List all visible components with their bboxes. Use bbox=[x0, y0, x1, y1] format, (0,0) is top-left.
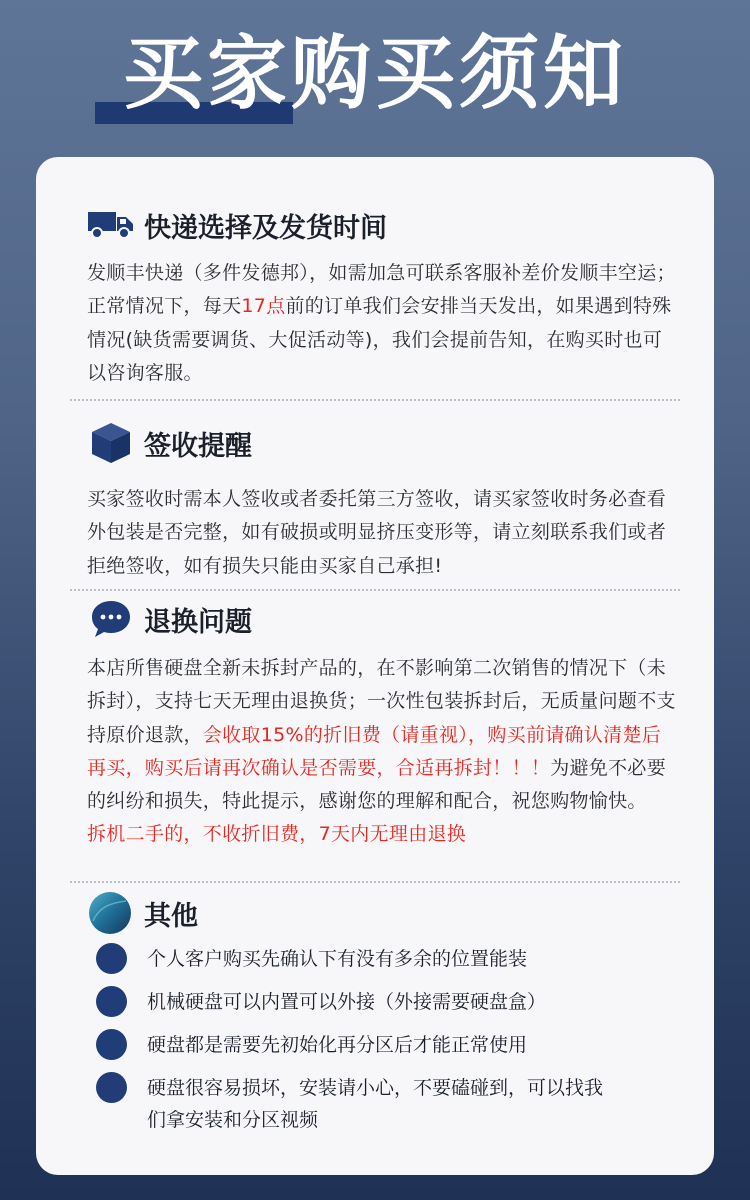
bullet-dot bbox=[96, 986, 127, 1017]
shipping-text-part2: 前的订单我们会安排当天发出，如果遇到特殊情况(缺货需要调货、大促活动等)，我们会提前告知，在购买时也可以咨询客服。 bbox=[87, 295, 672, 385]
returns-text-part1: 本店所售硬盘全新未拆封产品的，在不影响第二次销售的情况下（未拆封），支持七天无理由退换货；一次性包装拆封后，无质量问题不支持原价退款， bbox=[87, 657, 676, 746]
returns-red-warning: 会收取15%的折旧费（请重视），购买前请确认清楚后再买，购买后请再次确认是否需要，合适再拆封！！！ bbox=[87, 723, 662, 779]
receipt-paragraph: 买家签收时需本人签收或者委托第三方签收，请买家签收时务必查看外包装是否完整，如有破损或明显挤压变形等，请立刻联系我们或者拒绝签收，如有损失只能由买家自己承担! bbox=[87, 488, 667, 577]
chat-bubble-icon bbox=[88, 599, 134, 639]
shipping-section-header bbox=[88, 205, 387, 245]
box-icon bbox=[88, 423, 134, 463]
receipt-heading: 签收提醒 bbox=[144, 430, 252, 462]
sphere-icon bbox=[86, 891, 134, 935]
shipping-paragraph bbox=[87, 257, 679, 391]
divider bbox=[70, 589, 680, 591]
other-list bbox=[96, 943, 676, 1147]
divider bbox=[70, 399, 680, 401]
bullet-dot bbox=[96, 1029, 127, 1060]
returns-section-header bbox=[88, 599, 252, 639]
returns-paragraph bbox=[87, 652, 679, 852]
list-item-text: 个人客户购买先确认下有没有多余的位置能装 bbox=[147, 948, 528, 970]
divider bbox=[70, 881, 680, 883]
shipping-heading: 快递选择及发货时间 bbox=[144, 212, 387, 244]
truck-icon bbox=[88, 205, 134, 245]
returns-secondhand-note: 拆机二手的，不收折旧费，7天内无理由退换 bbox=[87, 823, 467, 846]
shipping-highlight: 17点 bbox=[241, 295, 286, 318]
shipping-text-part1: 发顺丰快递（多件发德邦），如需加急可联系客服补差价发顺丰空运；正常情况下，每天 bbox=[87, 262, 676, 318]
notice-card bbox=[36, 157, 714, 1175]
receipt-section-header bbox=[88, 423, 252, 463]
other-section-header bbox=[86, 891, 198, 935]
returns-text-part2: 为避免不必要的纠纷和损失，特此提示，感谢您的理解和配合，祝您购物愉快。 bbox=[87, 756, 667, 813]
list-item bbox=[96, 986, 676, 1018]
returns-heading: 退换问题 bbox=[144, 606, 252, 638]
title-area bbox=[0, 20, 750, 130]
list-item-text: 硬盘都是需要先初始化再分区后才能正常使用 bbox=[147, 1034, 528, 1056]
list-item bbox=[96, 943, 676, 975]
bullet-dot bbox=[96, 1072, 127, 1103]
list-item bbox=[96, 1029, 676, 1061]
page-title: 买家购买须知 bbox=[123, 27, 627, 120]
list-item bbox=[96, 1072, 676, 1136]
list-item-text: 硬盘很容易损坏，安装请小心，不要磕碰到，可以找我们拿安装和分区视频 bbox=[147, 1077, 604, 1131]
other-heading: 其他 bbox=[144, 900, 198, 932]
bullet-dot bbox=[96, 943, 127, 974]
list-item-text: 机械硬盘可以内置可以外接（外接需要硬盘盒） bbox=[147, 991, 547, 1013]
